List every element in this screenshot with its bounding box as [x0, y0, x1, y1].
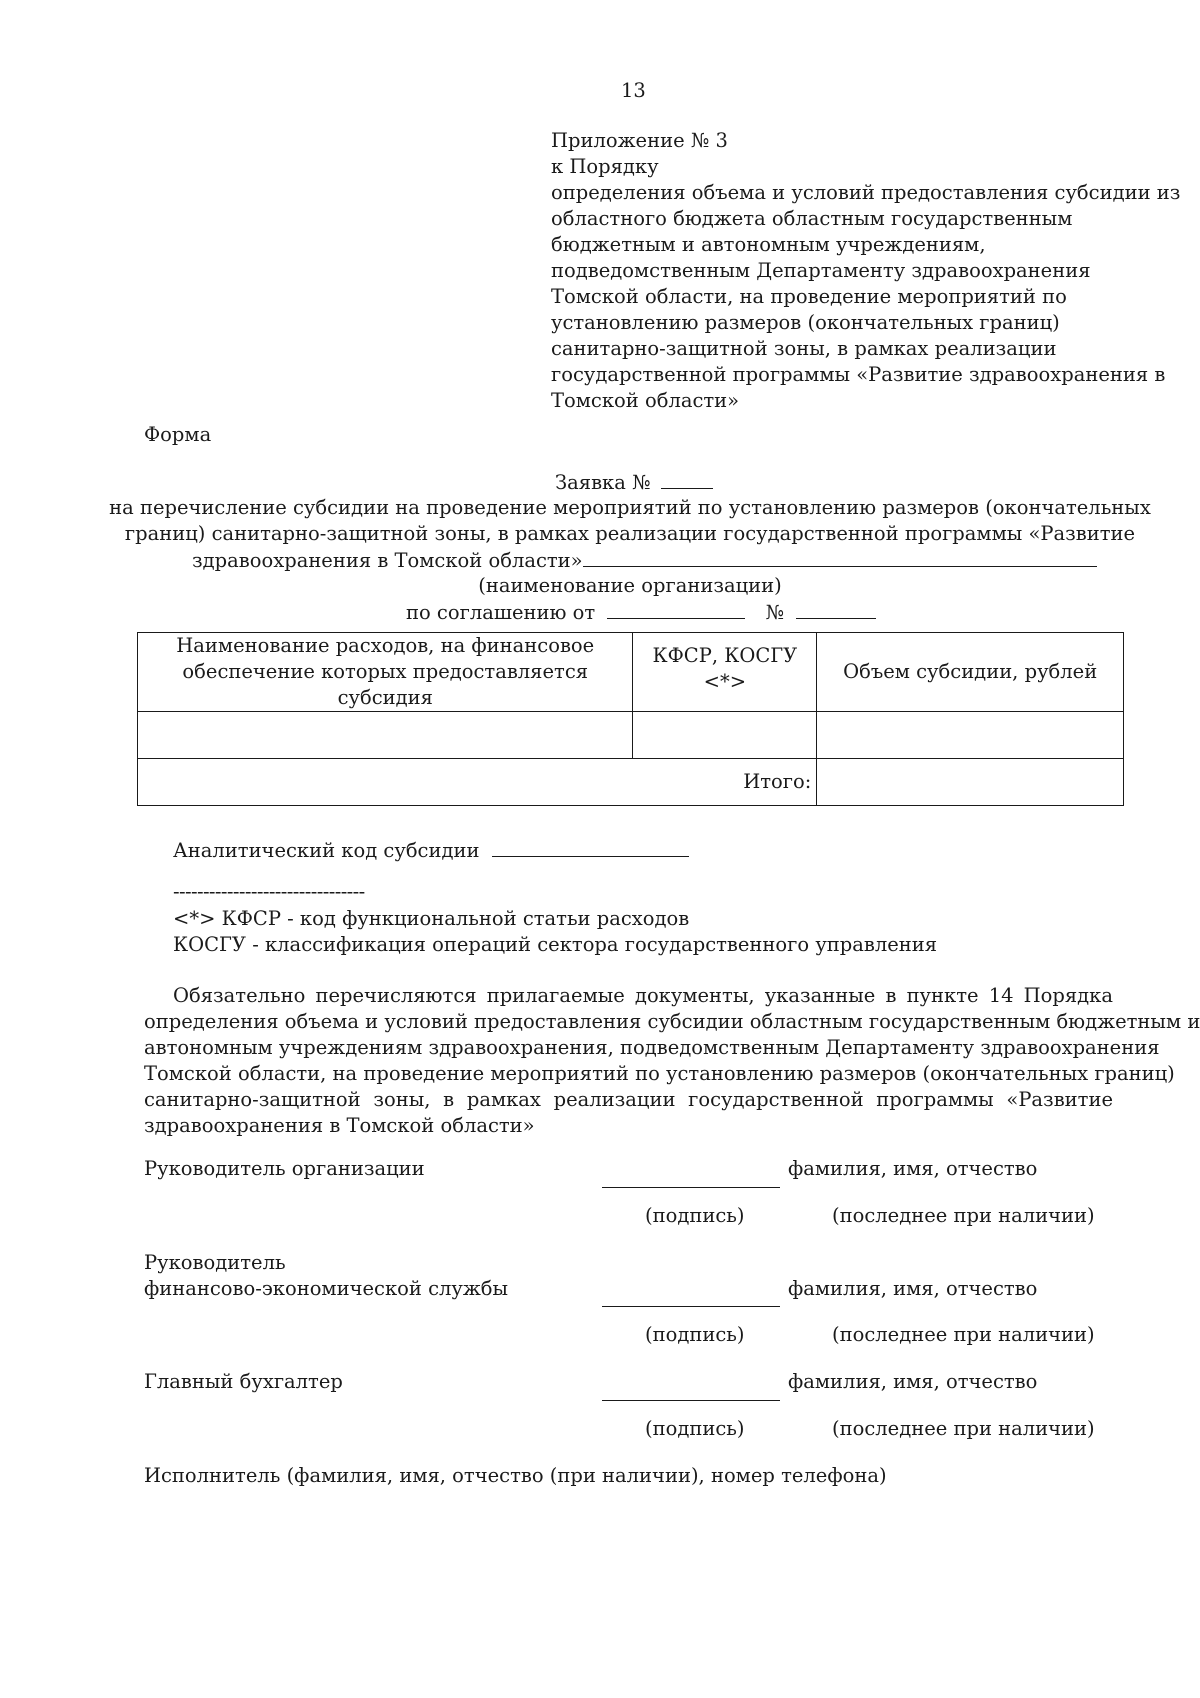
footnote-separator: --------------------------------	[173, 880, 365, 903]
head-fio: фамилия, имя, отчество	[788, 1157, 1038, 1180]
chief-accountant-fio: фамилия, имя, отчество	[788, 1370, 1038, 1393]
request-subtitle-line: границ) санитарно-защитной зоны, в рамках реализации государственной программы «Развитие	[124, 522, 1136, 545]
chief-accountant-signature-caption: (подпись)	[645, 1417, 745, 1440]
fin-head-label: финансово-экономической службы	[144, 1277, 509, 1300]
expenses-table	[137, 632, 1124, 806]
header-amount: Объем субсидии, рублей	[817, 633, 1124, 712]
fin-head-signature-caption: (подпись)	[645, 1323, 745, 1346]
annex-line: к Порядку	[551, 155, 659, 178]
head-label: Руководитель организации	[144, 1157, 425, 1180]
cell-code[interactable]	[633, 712, 817, 759]
agreement-date-field[interactable]	[607, 599, 745, 619]
fin-head-fio-caption: (последнее при наличии)	[832, 1323, 1095, 1346]
footnote-line: КОСГУ - классификация операций сектора государственного управления	[173, 933, 938, 956]
paragraph-line: Обязательно перечисляются прилагаемые документы, указанные в пункте 14 Порядка	[173, 984, 1113, 1007]
cell-amount[interactable]	[817, 712, 1124, 759]
request-subtitle-line: на перечисление субсидии на проведение мероприятий по установлению размеров (окончательных	[109, 496, 1151, 519]
agreement-row	[406, 599, 876, 626]
annex-line: определения объема и условий предоставления субсидии из	[551, 181, 1181, 204]
paragraph-line: автономным учреждениям здравоохранения, подведомственным Департаменту здравоохранения	[144, 1036, 1160, 1059]
fin-head-label: Руководитель	[144, 1251, 286, 1274]
annex-line: подведомственным Департаменту здравоохранения	[551, 259, 1091, 282]
paragraph-line: санитарно-защитной зоны, в рамках реализации государственной программы «Развитие	[144, 1088, 1113, 1111]
chief-accountant-label: Главный бухгалтер	[144, 1370, 343, 1393]
annex-line: Томской области, на проведение мероприятий по	[551, 285, 1067, 308]
annex-line: Томской области»	[551, 389, 740, 412]
form-label: Форма	[144, 423, 212, 446]
analytic-code-field[interactable]	[492, 837, 689, 857]
request-title: Заявка №	[555, 471, 651, 494]
annex-line: санитарно-защитной зоны, в рамках реализации	[551, 337, 1057, 360]
annex-header	[551, 128, 1181, 414]
request-subtitle-last-row	[192, 547, 1097, 574]
fin-head-signature-line[interactable]	[602, 1306, 780, 1307]
cell-expense-name[interactable]	[138, 712, 633, 759]
head-signature-line[interactable]	[602, 1187, 780, 1188]
total-label: Итого:	[138, 759, 817, 806]
head-fio-caption: (последнее при наличии)	[832, 1204, 1095, 1227]
footnote-line: <*> КФСР - код функциональной статьи расходов	[173, 907, 690, 930]
chief-accountant-signature-line[interactable]	[602, 1400, 780, 1401]
agreement-prefix: по соглашению от	[406, 601, 596, 624]
annex-line: Приложение № 3	[551, 129, 728, 152]
annex-line: установлению размеров (окончательных границ)	[551, 311, 1060, 334]
request-number-field[interactable]	[661, 469, 713, 489]
head-signature-caption: (подпись)	[645, 1204, 745, 1227]
analytic-code-label: Аналитический код субсидии	[173, 839, 480, 862]
cell-total-amount[interactable]	[817, 759, 1124, 806]
table-header-row	[138, 633, 1124, 712]
agreement-number-field[interactable]	[796, 599, 876, 619]
organization-name-field[interactable]	[583, 547, 1097, 567]
header-code: КФСР, КОСГУ <*>	[633, 633, 817, 712]
annex-line: бюджетным и автономным учреждениям,	[551, 233, 986, 256]
table-total-row	[138, 759, 1124, 806]
request-title-row	[555, 469, 713, 496]
analytic-code-row	[173, 837, 689, 864]
request-subtitle-line: здравоохранения в Томской области»	[192, 549, 583, 572]
header-expense-name: Наименование расходов, на финансовое обеспечение которых предоставляется субсидия	[138, 633, 633, 712]
agreement-number-sign: №	[765, 601, 785, 624]
paragraph-line: определения объема и условий предоставления субсидии областным государственным бюджетным и	[144, 1010, 1200, 1033]
fin-head-fio: фамилия, имя, отчество	[788, 1277, 1038, 1300]
paragraph-line: Томской области, на проведение мероприятий по установлению размеров (окончательных границ)	[144, 1062, 1175, 1085]
organization-caption: (наименование организации)	[478, 574, 782, 597]
paragraph-line: здравоохранения в Томской области»	[144, 1114, 535, 1137]
annex-line: государственной программы «Развитие здравоохранения в	[551, 363, 1166, 386]
page-number: 13	[621, 79, 646, 102]
annex-line: областного бюджета областным государственным	[551, 207, 1073, 230]
executor-line: Исполнитель (фамилия, имя, отчество (при наличии), номер телефона)	[144, 1464, 887, 1487]
chief-accountant-fio-caption: (последнее при наличии)	[832, 1417, 1095, 1440]
table-row	[138, 712, 1124, 759]
